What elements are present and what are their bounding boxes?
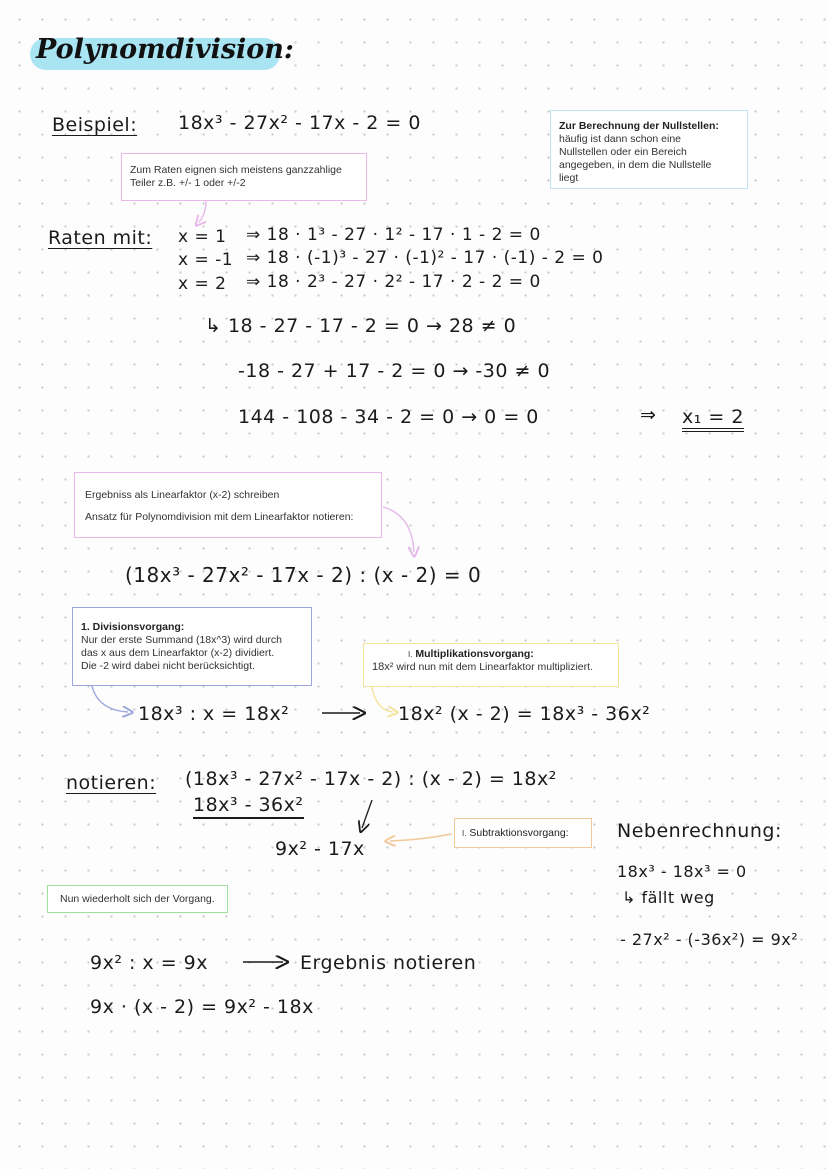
note-raten-line: Teiler z.B. +/- 1 oder +/-2 (130, 177, 246, 189)
note-division-line: das x aus dem Linearfaktor (x-2) dividiert. (81, 647, 275, 659)
arrow-down-sub (362, 800, 372, 828)
note-multiplication-term: 18x² (372, 661, 394, 673)
notieren-label: notieren: (66, 772, 157, 794)
note-multiplication-text: wird nun mit dem Linearfaktor multipliziert. (396, 661, 593, 673)
note-division-line: Die -2 wird dabei nicht berücksichtigt. (81, 660, 255, 672)
neben-title: Nebenrechnung: (617, 820, 782, 842)
neben-line-3: - 27x² - (-36x²) = 9x² (620, 930, 799, 949)
arrow-multiplication (372, 687, 393, 712)
notieren-line-3: 9x² - 17x (275, 838, 365, 860)
step1-division: 18x³ : x = 18x² (138, 703, 290, 725)
guess-row-2: ⇒ 18 · (-1)³ - 27 · (-1)² - 17 · (-1) - 2 = 0 (246, 248, 604, 268)
repeat-line-1: 9x² : x = 9x (90, 952, 209, 974)
check-row-1: ↳ 18 - 27 - 17 - 2 = 0 → 28 ≠ 0 (205, 315, 517, 337)
guess-x2: x = -1 (178, 250, 234, 270)
note-multiplication-title: Multiplikationsvorgang: (415, 648, 534, 660)
note-division-title: 1. Divisionsvorgang: (81, 621, 185, 633)
neben-line-1: 18x³ - 18x³ = 0 (617, 862, 747, 881)
arrow-raten (199, 201, 206, 222)
repeat-line-2: 9x · (x - 2) = 9x² - 18x (90, 996, 314, 1018)
note-nullstellen-line: liegt (559, 172, 579, 184)
note-repeat-text: Nun wiederholt sich der Vorgang. (60, 893, 215, 905)
note-nullstellen-line: häufig ist dann schon eine (559, 133, 682, 145)
note-nullstellen-line: Nullstellen oder ein Bereich (559, 146, 687, 158)
repeat-line-1-note: Ergebnis notieren (300, 952, 477, 974)
note-multiplication: I. Multiplikationsvorgang: 18x² wird nun mit dem Linearfaktor multipliziert. (363, 643, 619, 687)
step1-multiplication: 18x² (x - 2) = 18x³ - 36x² (398, 703, 651, 725)
note-nullstellen-line: angegeben, in dem die Nullstelle (559, 159, 712, 171)
example-equation: 18x³ - 27x² - 17x - 2 = 0 (178, 112, 421, 134)
arrow-subtraction (390, 834, 452, 841)
note-nullstellen-title: Zur Berechnung der Nullstellen: (559, 120, 719, 132)
note-linearfaktor-line: Ergebniss als Linearfaktor (x-2) schreiben (85, 489, 280, 501)
notieren-line-1: (18x³ - 27x² - 17x - 2) : (x - 2) = 18x² (185, 768, 557, 790)
guess-row-3: ⇒ 18 · 2³ - 27 · 2² - 17 · 2 - 2 = 0 (246, 272, 541, 292)
result-arrow: ⇒ (640, 404, 657, 426)
neben-line-2: ↳ fällt weg (622, 888, 715, 907)
note-division-line: Nur der erste Summand (18x^3) wird durch (81, 634, 283, 646)
page-title: Polynomdivision: (36, 34, 294, 65)
note-raten-line: Zum Raten eignen sich meistens ganzzahlige (130, 164, 342, 176)
example-label: Beispiel: (52, 114, 138, 136)
ansatz-equation: (18x³ - 27x² - 17x - 2) : (x - 2) = 0 (125, 563, 482, 587)
arrow-linearfaktor (383, 507, 414, 552)
result-root: x₁ = 2 (682, 406, 744, 428)
note-subtraction: I. Subtraktionsvorgang: (454, 818, 592, 848)
note-linearfaktor-line: Ansatz für Polynomdivision mit dem Linearfaktor notieren: (85, 511, 354, 523)
note-subtraction-title: Subtraktionsvorgang: (469, 827, 569, 839)
arrow-division (92, 686, 128, 712)
guess-x3: x = 2 (178, 274, 227, 294)
guess-x1: x = 1 (178, 227, 227, 247)
check-row-2: -18 - 27 + 17 - 2 = 0 → -30 ≠ 0 (238, 360, 551, 382)
check-row-3: 144 - 108 - 34 - 2 = 0 → 0 = 0 (238, 406, 539, 428)
notieren-line-2: 18x³ - 36x² (193, 794, 304, 819)
guess-label: Raten mit: (48, 227, 153, 249)
guess-row-1: ⇒ 18 · 1³ - 27 · 1² - 17 · 1 - 2 = 0 (246, 225, 541, 245)
